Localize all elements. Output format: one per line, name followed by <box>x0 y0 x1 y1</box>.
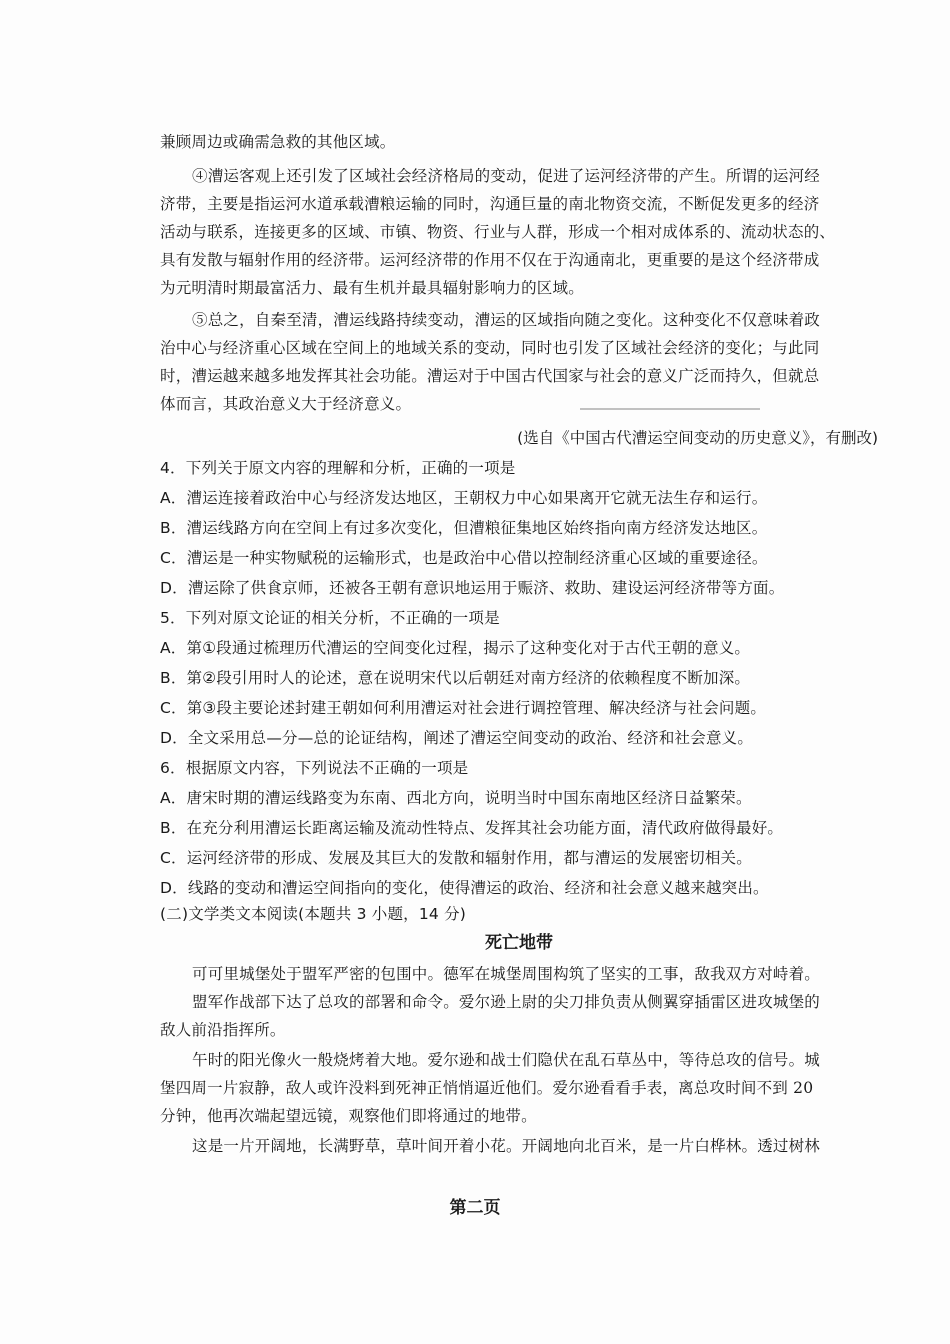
story-line: 分钟，他再次端起望远镜，观察他们即将通过的地带。 <box>160 1107 537 1125</box>
passage-line: 活动与联系，连接更多的区域、市镇、物资、行业与人群，形成一个相对成体系的、流动状态的、 <box>160 223 836 241</box>
question-5-option-c: C．第③段主要论述封建王朝如何利用漕运对社会进行调控管理、解决经济与社会问题。 <box>160 699 767 717</box>
story-line: 盟军作战部下达了总攻的部署和命令。爱尔逊上尉的尖刀排负责从侧翼穿插雷区进攻城堡的 <box>192 993 821 1011</box>
story-line: 可可里城堡处于盟军严密的包围中。德军在城堡周围构筑了坚实的工事，敌我双方对峙着。 <box>192 965 821 983</box>
question-5-option-d: D．全文采用总—分—总的论证结构，阐述了漕运空间变动的政治、经济和社会意义。 <box>160 729 754 747</box>
story-line: 午时的阳光像火一般烧烤着大地。爱尔逊和战士们隐伏在乱石草丛中，等待总攻的信号。城 <box>192 1051 821 1069</box>
story-line: 堡四周一片寂静，敌人或许没料到死神正悄悄逼近他们。爱尔逊看看手表，离总攻时间不到 20 <box>160 1079 814 1097</box>
passage-line: 时，漕运越来越多地发挥其社会功能。漕运对于中国古代国家与社会的意义广泛而持久，但就总 <box>160 367 820 385</box>
passage-line: 具有发散与辐射作用的经济带。运河经济带的作用不仅在于沟通南北，更重要的是这个经济带成 <box>160 251 820 269</box>
question-5-stem: 5．下列对原文论证的相关分析，不正确的一项是 <box>160 609 500 627</box>
question-5-option-b: B．第②段引用时人的论述，意在说明宋代以后朝廷对南方经济的依赖程度不断加深。 <box>160 669 751 687</box>
passage-line: 兼顾周边或确需急救的其他区域。 <box>160 133 396 151</box>
passage-line: 济带，主要是指运河水道承载漕粮运输的同时，沟通巨量的南北物资交流，不断促发更多的经济 <box>160 195 820 213</box>
scan-smudge <box>580 408 760 410</box>
section-heading: (二)文学类文本阅读(本题共 3 小题，14 分) <box>160 905 467 923</box>
passage-line: ④漕运客观上还引发了区域社会经济格局的变动，促进了运河经济带的产生。所谓的运河经 <box>192 167 821 185</box>
story-line: 这是一片开阔地，长满野草，草叶间开着小花。开阔地向北百米，是一片白桦林。透过树林 <box>192 1137 821 1155</box>
passage-line: ⑤总之，自秦至清，漕运线路持续变动，漕运的区域指向随之变化。这种变化不仅意味着政 <box>192 311 821 329</box>
question-5-option-a: A．第①段通过梳理历代漕运的空间变化过程，揭示了这种变化对于古代王朝的意义。 <box>160 639 751 657</box>
passage-line: 体而言，其政治意义大于经济意义。 <box>160 395 412 413</box>
question-6-option-a: A．唐宋时期的漕运线路变为东南、西北方向，说明当时中国东南地区经济日益繁荣。 <box>160 789 752 807</box>
story-title: 死亡地带 <box>485 933 553 953</box>
passage-line: 为元明清时期最富活力、最有生机并最具辐射影响力的区域。 <box>160 279 584 297</box>
question-4-option-a: A．漕运连接着政治中心与经济发达地区，王朝权力中心如果离开它就无法生存和运行。 <box>160 489 768 507</box>
source-citation: (选自《中国古代漕运空间变动的历史意义》，有删改) <box>517 429 878 447</box>
question-6-option-c: C．运河经济带的形成、发展及其巨大的发散和辐射作用，都与漕运的发展密切相关。 <box>160 849 752 867</box>
story-line: 敌人前沿指挥所。 <box>160 1021 286 1039</box>
question-4-option-c: C．漕运是一种实物赋税的运输形式，也是政治中心借以控制经济重心区域的重要途径。 <box>160 549 768 567</box>
question-6-option-d: D．线路的变动和漕运空间指向的变化，使得漕运的政治、经济和社会意义越来越突出。 <box>160 879 769 897</box>
question-6-stem: 6．根据原文内容，下列说法不正确的一项是 <box>160 759 469 777</box>
question-4-option-b: B．漕运线路方向在空间上有过多次变化，但漕粮征集地区始终指向南方经济发达地区。 <box>160 519 768 537</box>
passage-body <box>160 132 878 1182</box>
question-4-option-d: D．漕运除了供食京师，还被各王朝有意识地运用于赈济、救助、建设运河经济带等方面。 <box>160 579 785 597</box>
question-4-stem: 4．下列关于原文内容的理解和分析，正确的一项是 <box>160 459 516 477</box>
question-6-option-b: B．在充分利用漕运长距离运输及流动性特点、发挥其社会功能方面，清代政府做得最好。 <box>160 819 784 837</box>
page-number: 第二页 <box>449 1198 501 1218</box>
passage-line: 治中心与经济重心区域在空间上的地域关系的变动，同时也引发了区域社会经济的变化；与此同 <box>160 339 820 357</box>
